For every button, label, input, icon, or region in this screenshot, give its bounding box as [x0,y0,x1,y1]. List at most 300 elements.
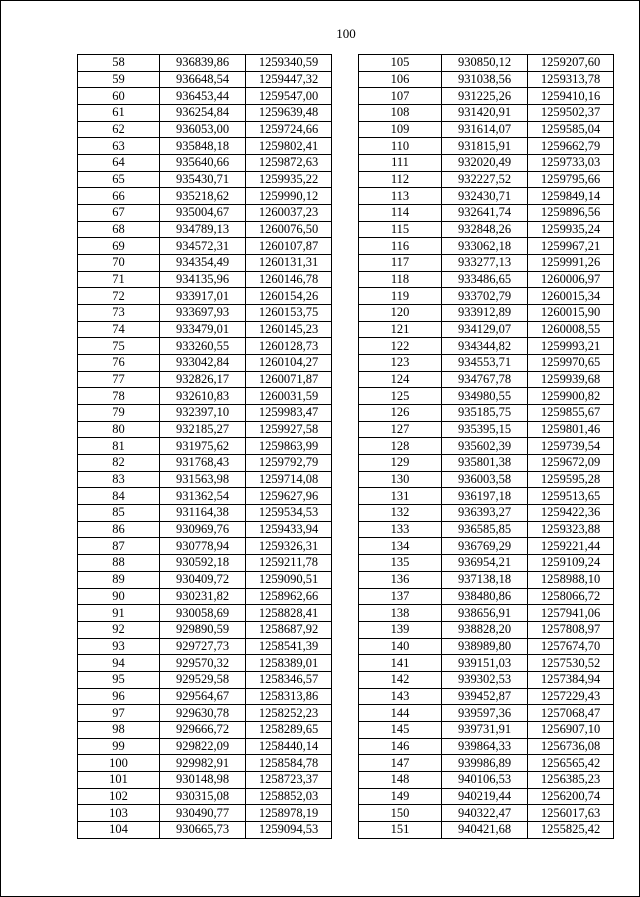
y-coordinate-cell: 1260037,23 [246,205,332,222]
table-row [78,821,332,838]
point-number-cell: 114 [359,205,442,222]
point-number-cell: 73 [78,305,160,322]
table-row [359,588,614,605]
y-coordinate-cell: 1256200,74 [528,788,614,805]
x-coordinate-cell: 932227,52 [442,171,528,188]
table-row [359,455,614,472]
x-coordinate-cell: 930850,12 [442,55,528,72]
y-coordinate-cell: 1259990,12 [246,188,332,205]
x-coordinate-cell: 935640,66 [160,155,246,172]
x-coordinate-cell: 938656,91 [442,605,528,622]
table-row [78,271,332,288]
y-coordinate-cell: 1260031,59 [246,388,332,405]
point-number-cell: 144 [359,705,442,722]
table-row [359,221,614,238]
point-number-cell: 89 [78,571,160,588]
x-coordinate-cell: 932430,71 [442,188,528,205]
table-row [78,671,332,688]
table-row [78,755,332,772]
point-number-cell: 141 [359,655,442,672]
y-coordinate-cell: 1259935,22 [246,171,332,188]
table-row [78,405,332,422]
table-row [359,171,614,188]
table-row [359,255,614,272]
x-coordinate-cell: 936053,00 [160,121,246,138]
y-coordinate-cell: 1260006,97 [528,271,614,288]
coordinates-table-right [358,54,614,839]
x-coordinate-cell: 938828,20 [442,621,528,638]
y-coordinate-cell: 1259739,54 [528,438,614,455]
x-coordinate-cell: 931768,43 [160,455,246,472]
x-coordinate-cell: 935218,62 [160,188,246,205]
point-number-cell: 66 [78,188,160,205]
y-coordinate-cell: 1260015,90 [528,305,614,322]
table-row [78,521,332,538]
y-coordinate-cell: 1258687,92 [246,621,332,638]
table-row [359,288,614,305]
x-coordinate-cell: 939302,53 [442,671,528,688]
x-coordinate-cell: 936197,18 [442,488,528,505]
table-row [359,755,614,772]
x-coordinate-cell: 936254,84 [160,105,246,122]
point-number-cell: 138 [359,605,442,622]
point-number-cell: 118 [359,271,442,288]
x-coordinate-cell: 934354,49 [160,255,246,272]
point-number-cell: 112 [359,171,442,188]
y-coordinate-cell: 1259672,09 [528,455,614,472]
point-number-cell: 70 [78,255,160,272]
table-row [359,721,614,738]
y-coordinate-cell: 1260145,23 [246,321,332,338]
table-row [78,421,332,438]
point-number-cell: 111 [359,155,442,172]
x-coordinate-cell: 935801,38 [442,455,528,472]
x-coordinate-cell: 933917,01 [160,288,246,305]
point-number-cell: 124 [359,371,442,388]
y-coordinate-cell: 1259855,67 [528,405,614,422]
x-coordinate-cell: 934980,55 [442,388,528,405]
y-coordinate-cell: 1259094,53 [246,821,332,838]
y-coordinate-cell: 1258962,66 [246,588,332,605]
point-number-cell: 133 [359,521,442,538]
y-coordinate-cell: 1257068,47 [528,705,614,722]
coordinates-table-left [77,54,332,839]
table-row [78,638,332,655]
point-number-cell: 102 [78,788,160,805]
y-coordinate-cell: 1258346,57 [246,671,332,688]
y-coordinate-cell: 1260008,55 [528,321,614,338]
x-coordinate-cell: 930969,76 [160,521,246,538]
point-number-cell: 61 [78,105,160,122]
point-number-cell: 87 [78,538,160,555]
x-coordinate-cell: 930490,77 [160,805,246,822]
x-coordinate-cell: 929982,91 [160,755,246,772]
point-number-cell: 130 [359,471,442,488]
table-row [78,471,332,488]
y-coordinate-cell: 1260131,31 [246,255,332,272]
table-row [78,455,332,472]
x-coordinate-cell: 929890,59 [160,621,246,638]
table-row [78,55,332,72]
x-coordinate-cell: 940219,44 [442,788,528,805]
point-number-cell: 113 [359,188,442,205]
y-coordinate-cell: 1259221,44 [528,538,614,555]
y-coordinate-cell: 1259422,36 [528,505,614,522]
y-coordinate-cell: 1259733,03 [528,155,614,172]
x-coordinate-cell: 933277,13 [442,255,528,272]
y-coordinate-cell: 1259627,96 [246,488,332,505]
point-number-cell: 98 [78,721,160,738]
y-coordinate-cell: 1258852,03 [246,788,332,805]
table-row [359,238,614,255]
x-coordinate-cell: 930409,72 [160,571,246,588]
table-row [78,805,332,822]
table-row [359,338,614,355]
x-coordinate-cell: 935185,75 [442,405,528,422]
point-number-cell: 85 [78,505,160,522]
y-coordinate-cell: 1258389,01 [246,655,332,672]
point-number-cell: 142 [359,671,442,688]
point-number-cell: 115 [359,221,442,238]
table-row [359,88,614,105]
x-coordinate-cell: 931225,26 [442,88,528,105]
table-row [78,438,332,455]
y-coordinate-cell: 1259340,59 [246,55,332,72]
point-number-cell: 76 [78,355,160,372]
y-coordinate-cell: 1259795,66 [528,171,614,188]
x-coordinate-cell: 932020,49 [442,155,528,172]
y-coordinate-cell: 1258584,78 [246,755,332,772]
table-row [359,788,614,805]
point-number-cell: 135 [359,555,442,572]
x-coordinate-cell: 929727,73 [160,638,246,655]
y-coordinate-cell: 1259935,24 [528,221,614,238]
y-coordinate-cell: 1259724,66 [246,121,332,138]
x-coordinate-cell: 936839,86 [160,55,246,72]
y-coordinate-cell: 1259970,65 [528,355,614,372]
table-row [359,488,614,505]
point-number-cell: 137 [359,588,442,605]
point-number-cell: 139 [359,621,442,638]
table-row [78,238,332,255]
table-row [359,438,614,455]
table-row [359,555,614,572]
y-coordinate-cell: 1259927,58 [246,421,332,438]
x-coordinate-cell: 931614,07 [442,121,528,138]
x-coordinate-cell: 937138,18 [442,571,528,588]
table-row [359,538,614,555]
x-coordinate-cell: 938480,86 [442,588,528,605]
x-coordinate-cell: 933042,84 [160,355,246,372]
y-coordinate-cell: 1260154,26 [246,288,332,305]
table-row [359,571,614,588]
table-row [359,421,614,438]
point-number-cell: 128 [359,438,442,455]
point-number-cell: 71 [78,271,160,288]
x-coordinate-cell: 931420,91 [442,105,528,122]
point-number-cell: 90 [78,588,160,605]
point-number-cell: 132 [359,505,442,522]
x-coordinate-cell: 932641,74 [442,205,528,222]
y-coordinate-cell: 1260107,87 [246,238,332,255]
table-row [78,605,332,622]
table-row [78,771,332,788]
table-row [359,638,614,655]
table-row [78,738,332,755]
table-row [78,288,332,305]
table-row [359,321,614,338]
x-coordinate-cell: 932397,10 [160,405,246,422]
y-coordinate-cell: 1259900,82 [528,388,614,405]
table-row [359,138,614,155]
x-coordinate-cell: 933062,18 [442,238,528,255]
table-row [359,305,614,322]
x-coordinate-cell: 939731,91 [442,721,528,738]
point-number-cell: 148 [359,771,442,788]
y-coordinate-cell: 1259802,41 [246,138,332,155]
x-coordinate-cell: 936393,27 [442,505,528,522]
x-coordinate-cell: 939452,87 [442,688,528,705]
y-coordinate-cell: 1260128,73 [246,338,332,355]
point-number-cell: 95 [78,671,160,688]
table-row [359,371,614,388]
x-coordinate-cell: 933260,55 [160,338,246,355]
table-row [78,321,332,338]
x-coordinate-cell: 931164,38 [160,505,246,522]
table-row [78,121,332,138]
y-coordinate-cell: 1256907,10 [528,721,614,738]
x-coordinate-cell: 938989,80 [442,638,528,655]
point-number-cell: 97 [78,705,160,722]
y-coordinate-cell: 1256736,08 [528,738,614,755]
y-coordinate-cell: 1258289,65 [246,721,332,738]
table-row [78,221,332,238]
point-number-cell: 72 [78,288,160,305]
x-coordinate-cell: 934767,78 [442,371,528,388]
y-coordinate-cell: 1259585,04 [528,121,614,138]
point-number-cell: 65 [78,171,160,188]
table-row [78,721,332,738]
point-number-cell: 109 [359,121,442,138]
x-coordinate-cell: 933697,93 [160,305,246,322]
point-number-cell: 150 [359,805,442,822]
point-number-cell: 107 [359,88,442,105]
table-row [359,655,614,672]
y-coordinate-cell: 1256385,23 [528,771,614,788]
point-number-cell: 78 [78,388,160,405]
y-coordinate-cell: 1259410,16 [528,88,614,105]
y-coordinate-cell: 1258440,14 [246,738,332,755]
point-number-cell: 93 [78,638,160,655]
point-number-cell: 86 [78,521,160,538]
y-coordinate-cell: 1259863,99 [246,438,332,455]
x-coordinate-cell: 929564,67 [160,688,246,705]
x-coordinate-cell: 930665,73 [160,821,246,838]
point-number-cell: 91 [78,605,160,622]
x-coordinate-cell: 936648,54 [160,71,246,88]
x-coordinate-cell: 931038,56 [442,71,528,88]
x-coordinate-cell: 936453,44 [160,88,246,105]
x-coordinate-cell: 940106,53 [442,771,528,788]
x-coordinate-cell: 930592,18 [160,555,246,572]
table-row [78,505,332,522]
x-coordinate-cell: 929630,78 [160,705,246,722]
x-coordinate-cell: 934135,96 [160,271,246,288]
table-row [78,571,332,588]
table-row [359,405,614,422]
point-number-cell: 121 [359,321,442,338]
y-coordinate-cell: 1258066,72 [528,588,614,605]
x-coordinate-cell: 935848,18 [160,138,246,155]
x-coordinate-cell: 936954,21 [442,555,528,572]
table-row [78,538,332,555]
y-coordinate-cell: 1259211,78 [246,555,332,572]
y-coordinate-cell: 1258723,37 [246,771,332,788]
x-coordinate-cell: 930058,69 [160,605,246,622]
table-row [78,705,332,722]
point-number-cell: 149 [359,788,442,805]
table-row [78,621,332,638]
point-number-cell: 59 [78,71,160,88]
y-coordinate-cell: 1258252,23 [246,705,332,722]
x-coordinate-cell: 936585,85 [442,521,528,538]
point-number-cell: 67 [78,205,160,222]
x-coordinate-cell: 939986,89 [442,755,528,772]
y-coordinate-cell: 1260153,75 [246,305,332,322]
x-coordinate-cell: 930231,82 [160,588,246,605]
point-number-cell: 62 [78,121,160,138]
table-row [78,355,332,372]
y-coordinate-cell: 1259207,60 [528,55,614,72]
y-coordinate-cell: 1257674,70 [528,638,614,655]
point-number-cell: 105 [359,55,442,72]
y-coordinate-cell: 1259939,68 [528,371,614,388]
x-coordinate-cell: 940421,68 [442,821,528,838]
x-coordinate-cell: 939151,03 [442,655,528,672]
x-coordinate-cell: 940322,47 [442,805,528,822]
point-number-cell: 101 [78,771,160,788]
y-coordinate-cell: 1259983,47 [246,405,332,422]
y-coordinate-cell: 1259323,88 [528,521,614,538]
y-coordinate-cell: 1259595,28 [528,471,614,488]
table-row [78,255,332,272]
y-coordinate-cell: 1259109,24 [528,555,614,572]
y-coordinate-cell: 1259801,46 [528,421,614,438]
x-coordinate-cell: 933702,79 [442,288,528,305]
table-row [359,271,614,288]
y-coordinate-cell: 1255825,42 [528,821,614,838]
table-row [359,805,614,822]
table-row [359,71,614,88]
table-row [78,788,332,805]
x-coordinate-cell: 933479,01 [160,321,246,338]
x-coordinate-cell: 929822,09 [160,738,246,755]
y-coordinate-cell: 1260146,78 [246,271,332,288]
table-row [359,155,614,172]
point-number-cell: 119 [359,288,442,305]
table-row [78,305,332,322]
table-row [359,621,614,638]
x-coordinate-cell: 929570,32 [160,655,246,672]
x-coordinate-cell: 935395,15 [442,421,528,438]
table-row [78,388,332,405]
x-coordinate-cell: 930778,94 [160,538,246,555]
y-coordinate-cell: 1257808,97 [528,621,614,638]
x-coordinate-cell: 932610,83 [160,388,246,405]
point-number-cell: 96 [78,688,160,705]
x-coordinate-cell: 932826,17 [160,371,246,388]
table-row [78,105,332,122]
y-coordinate-cell: 1259872,63 [246,155,332,172]
point-number-cell: 68 [78,221,160,238]
table-row [359,688,614,705]
point-number-cell: 145 [359,721,442,738]
x-coordinate-cell: 933486,65 [442,271,528,288]
y-coordinate-cell: 1260104,27 [246,355,332,372]
y-coordinate-cell: 1258828,41 [246,605,332,622]
y-coordinate-cell: 1259896,56 [528,205,614,222]
table-row [359,505,614,522]
table-row [78,155,332,172]
x-coordinate-cell: 939597,36 [442,705,528,722]
table-row [78,205,332,222]
x-coordinate-cell: 932848,26 [442,221,528,238]
y-coordinate-cell: 1258313,86 [246,688,332,705]
table-row [359,188,614,205]
point-number-cell: 75 [78,338,160,355]
y-coordinate-cell: 1257229,43 [528,688,614,705]
point-number-cell: 146 [359,738,442,755]
table-row [359,771,614,788]
table-row [78,171,332,188]
table-row [359,821,614,838]
y-coordinate-cell: 1259714,08 [246,471,332,488]
table-row [359,471,614,488]
point-number-cell: 108 [359,105,442,122]
table-row [359,671,614,688]
table-row [78,488,332,505]
point-number-cell: 74 [78,321,160,338]
point-number-cell: 106 [359,71,442,88]
y-coordinate-cell: 1259967,21 [528,238,614,255]
table-row [78,555,332,572]
point-number-cell: 143 [359,688,442,705]
x-coordinate-cell: 931815,91 [442,138,528,155]
point-number-cell: 125 [359,388,442,405]
point-number-cell: 83 [78,471,160,488]
page-number: 100 [336,26,356,41]
table-row [359,205,614,222]
point-number-cell: 64 [78,155,160,172]
y-coordinate-cell: 1259090,51 [246,571,332,588]
point-number-cell: 58 [78,55,160,72]
x-coordinate-cell: 934553,71 [442,355,528,372]
y-coordinate-cell: 1259849,14 [528,188,614,205]
table-row [78,588,332,605]
point-number-cell: 100 [78,755,160,772]
table-row [359,605,614,622]
table-row [359,105,614,122]
table-row [78,188,332,205]
point-number-cell: 104 [78,821,160,838]
y-coordinate-cell: 1259502,37 [528,105,614,122]
y-coordinate-cell: 1256565,42 [528,755,614,772]
y-coordinate-cell: 1260076,50 [246,221,332,238]
x-coordinate-cell: 933912,89 [442,305,528,322]
table-row [359,55,614,72]
table-row [359,355,614,372]
point-number-cell: 122 [359,338,442,355]
